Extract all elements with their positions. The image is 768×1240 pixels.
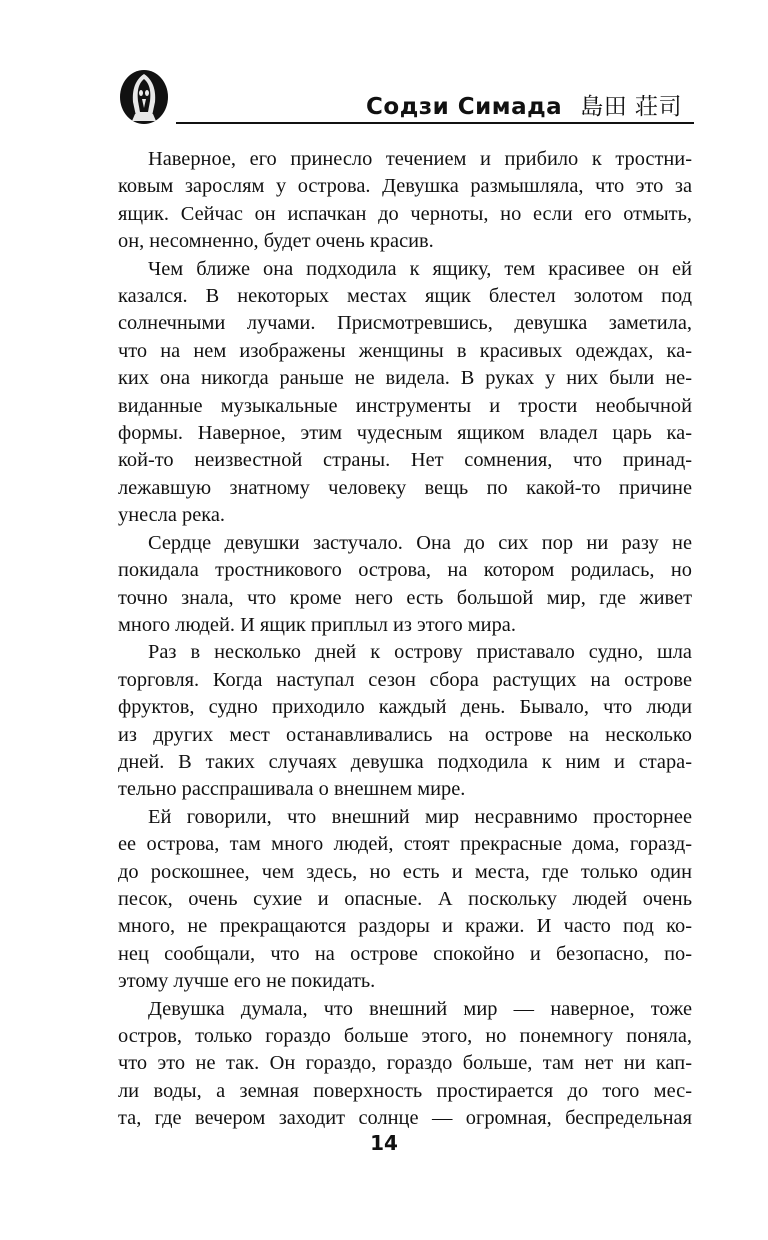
text-line: та, где вечером заходит солнце — огромная, беспредельная xyxy=(118,1107,692,1130)
text-line: ких она никогда раньше не видела. В руках у них были не- xyxy=(118,367,692,390)
text-line: унесла река. xyxy=(118,504,226,527)
text-line: из других мест останавливались на острове на несколько xyxy=(118,723,692,746)
text-line: Раз в несколько дней к острову приставало судно, шла xyxy=(148,641,692,664)
text-line: лежавшую знатному человеку вещь по какой-то причине xyxy=(118,476,692,499)
paragraph xyxy=(118,530,692,640)
text-line: песок, очень сухие и опасные. А поскольку людей очень xyxy=(118,887,692,910)
text-line: фруктов, судно приходило каждый день. Бывало, что люди xyxy=(118,696,692,719)
text-line: Девушка думала, что внешний мир — наверное, тоже xyxy=(148,997,692,1020)
text-line: много людей. И ящик приплыл из этого мира. xyxy=(118,613,516,636)
header-author-japanese: 島田 荘司 xyxy=(580,94,682,120)
text-line: ее острова, там много людей, стоят прекрасные дома, горазд- xyxy=(118,833,692,856)
header-divider xyxy=(176,122,694,124)
text-line: нец сообщали, что на острове спокойно и безопасно, по- xyxy=(118,942,692,965)
text-line: точно знала, что кроме него есть большой мир, где живет xyxy=(118,586,692,609)
text-line: что это не так. Он гораздо, гораздо больше, там нет ни кап- xyxy=(118,1052,692,1075)
hooded-figure-icon xyxy=(118,68,170,126)
text-line: до роскошнее, чем здесь, но есть и места, где только один xyxy=(118,860,692,883)
body-text xyxy=(118,146,692,1133)
paragraph xyxy=(118,146,692,256)
text-line: покидала тростникового острова, на котором родилась, но xyxy=(118,559,692,582)
text-line: он, несомненно, будет очень красив. xyxy=(118,230,434,253)
text-line: ли воды, а земная поверхность простирается до того мес- xyxy=(118,1079,692,1102)
text-line: Наверное, его принесло течением и прибило к тростни- xyxy=(148,148,692,170)
text-line: Ей говорили, что внешний мир несравнимо просторнее xyxy=(148,805,692,828)
text-line: тельно расспрашивала о внешнем мире. xyxy=(118,778,466,801)
text-line: Чем ближе она подходила к ящику, тем красивее он ей xyxy=(148,257,692,280)
text-line: что на нем изображены женщины в красивых одеждах, ка- xyxy=(118,339,692,362)
text-line: ковым зарослям у острова. Девушка размышляла, что это за xyxy=(118,175,692,198)
text-line: Сердце девушки застучало. Она до сих пор ни разу не xyxy=(148,531,692,554)
text-line: много, не прекращаются раздоры и кражи. И часто под ко- xyxy=(118,915,692,938)
text-line: солнечными лучами. Присмотревшись, девушка заметила, xyxy=(118,312,692,335)
text-line: кой-то неизвестной страны. Нет сомнения, что принад- xyxy=(118,449,692,472)
header-title xyxy=(366,88,682,121)
text-line: формы. Наверное, этим чудесным ящиком владел царь ка- xyxy=(118,422,692,445)
text-line: дней. В таких случаях девушка подходила к ним и стара- xyxy=(118,750,692,773)
paragraph xyxy=(118,996,692,1133)
text-line: этому лучше его не покидать. xyxy=(118,970,376,993)
text-line: виданные музыкальные инструменты и трости необычной xyxy=(118,394,692,417)
running-header xyxy=(118,60,694,126)
paragraph xyxy=(118,639,692,803)
paragraph xyxy=(118,804,692,996)
paragraph xyxy=(118,256,692,530)
page-number: 14 xyxy=(370,1131,398,1155)
text-line: торговля. Когда наступал сезон сбора растущих на острове xyxy=(118,668,692,691)
header-author: Содзи Симада xyxy=(366,94,563,120)
text-line: ящик. Сейчас он испачкан до черноты, но если его отмыть, xyxy=(118,202,692,225)
text-line: остров, только гораздо больше этого, но понемногу поняла, xyxy=(118,1025,692,1047)
text-line: казался. В некоторых местах ящик блестел золотом под xyxy=(118,285,692,308)
